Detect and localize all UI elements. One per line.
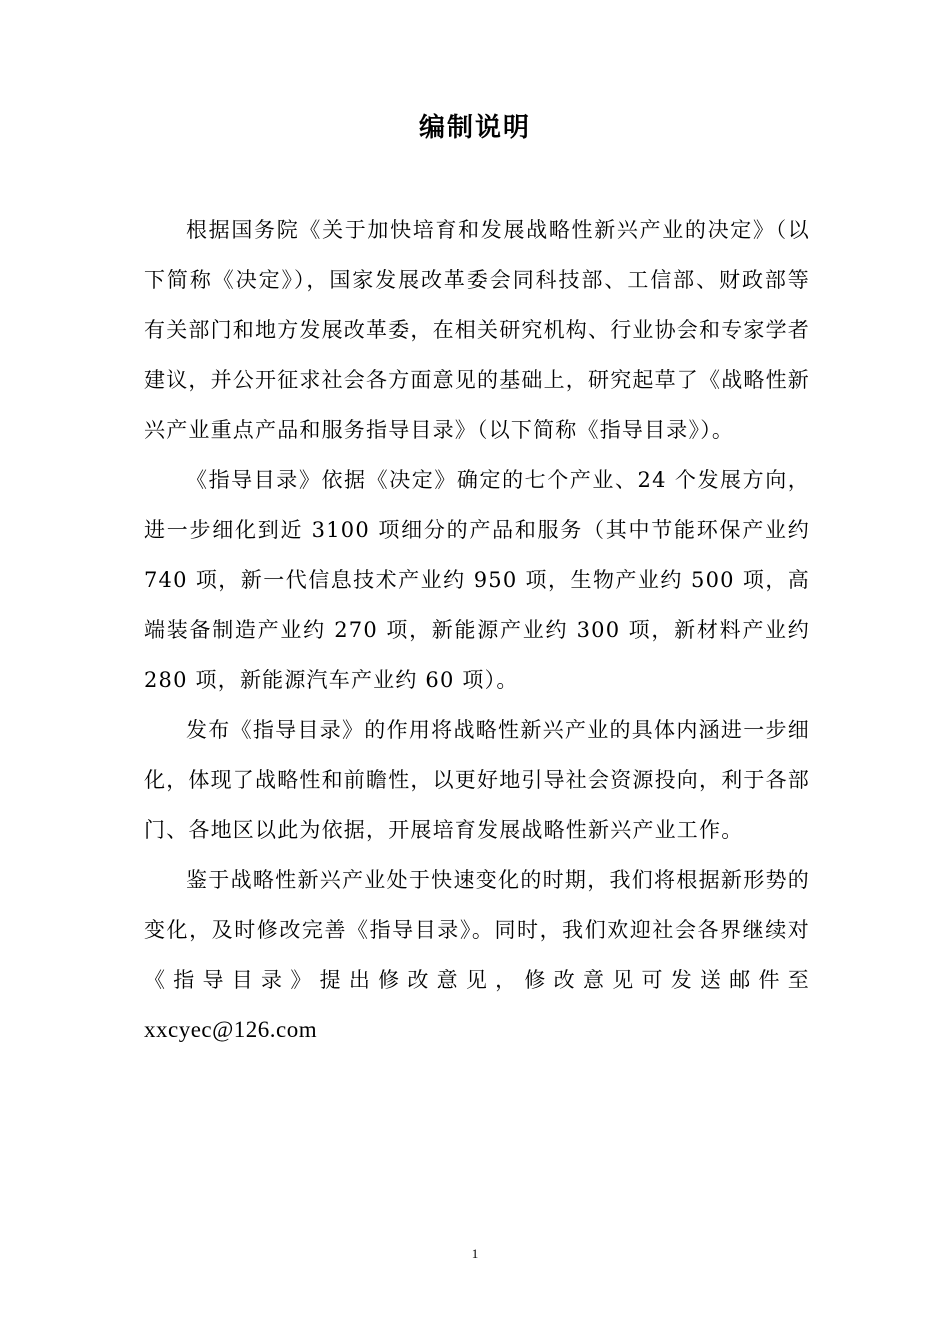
paragraph-intro: 根据国务院《关于加快培育和发展战略性新兴产业的决定》（以下简称《决定》），国家发展改革委会同科技部、工信部、财政部等有关部门和地方发展改革委，在相关研究机构、行业协会和专家学者建议，并公开征求社会各方面意见的基础上，研究起草了《战略性新兴产业重点产品和服务指导目录》（以下简称《指导目录》）。 bbox=[144, 218, 810, 442]
document-body bbox=[144, 205, 810, 1055]
paragraph-feedback bbox=[144, 855, 810, 1055]
page-number: 1 bbox=[471, 1246, 479, 1261]
feedback-text: 鉴于战略性新兴产业处于快速变化的时期，我们将根据新形势的变化，及时修改完善《指导目录》。同时，我们欢迎社会各界继续对《指导目录》提出修改意见，修改意见可发送邮件至 bbox=[144, 868, 810, 992]
feedback-email: xxcyec@126.com bbox=[144, 1017, 318, 1042]
paragraph-catalog-scope: 《指导目录》依据《决定》确定的七个产业、24 个发展方向，进一步细化到近 3100 项细分的产品和服务（其中节能环保产业约 740 项，新一代信息技术产业约 950 项，生物产业约 500 项，高端装备制造产业约 270 项，新能源产业约 300 项，新材料产业约 280 项，新能源汽车产业约 60 项）。 bbox=[144, 468, 810, 692]
page-title: 编制说明 bbox=[418, 113, 531, 143]
paragraph-purpose: 发布《指导目录》的作用将战略性新兴产业的具体内涵进一步细化，体现了战略性和前瞻性，以更好地引导社会资源投向，利于各部门、各地区以此为依据，开展培育发展战略性新兴产业工作。 bbox=[144, 718, 810, 842]
